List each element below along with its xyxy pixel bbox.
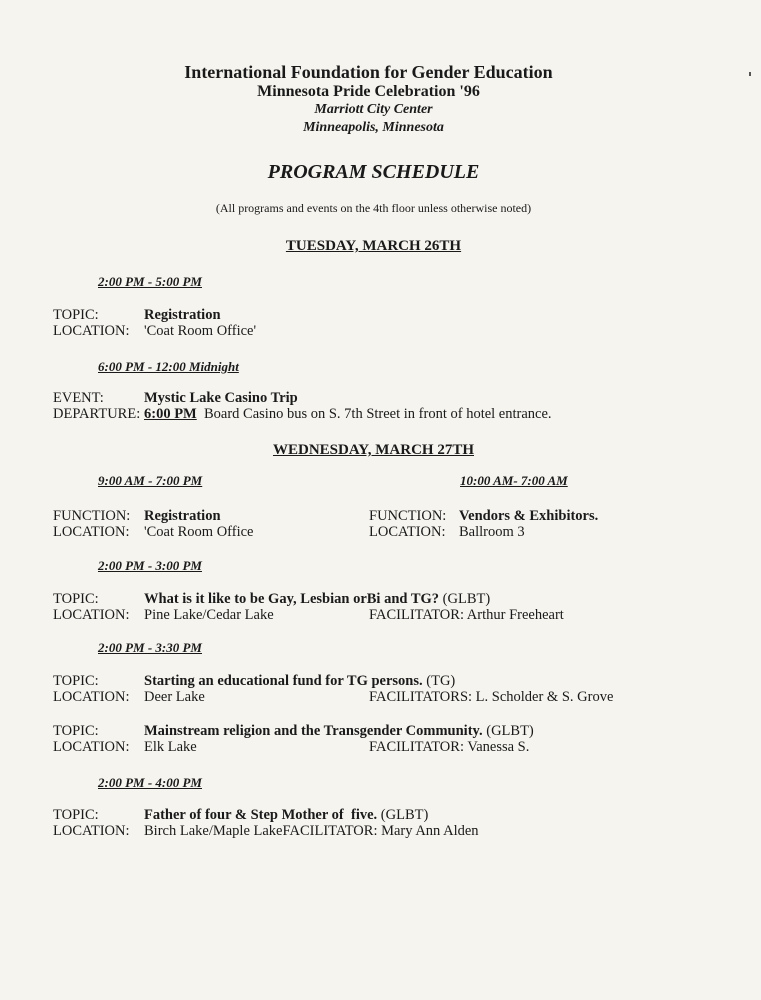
topic-title: Starting an educational fund for TG persons. — [144, 673, 423, 689]
departure-details: Board Casino bus on S. 7th Street in front of hotel entrance. — [204, 406, 552, 422]
location: Pine Lake/Cedar Lake — [144, 607, 274, 623]
location-and-facilitator — [144, 823, 479, 839]
time-slot: 10:00 AM- 7:00 AM — [460, 473, 568, 488]
org-title: International Foundation for Gender Education — [184, 62, 553, 82]
label: LOCATION: — [53, 823, 130, 839]
label: EVENT: — [53, 390, 104, 406]
label: LOCATION: — [369, 524, 446, 540]
page-title: PROGRAM SCHEDULE — [267, 161, 480, 183]
audience-tag: (GLBT) — [442, 591, 491, 607]
topic — [144, 591, 490, 607]
location: Ballroom 3 — [459, 524, 525, 540]
time-slot: 2:00 PM - 4:00 PM — [98, 775, 202, 790]
location: Birch Lake/Maple Lake — [144, 823, 283, 839]
topic-title: Father of four & Step Mother of five. — [144, 807, 378, 823]
label: LOCATION: — [53, 323, 130, 339]
label: TOPIC: — [53, 591, 99, 607]
event-title: Minnesota Pride Celebration '96 — [257, 83, 480, 100]
scan-mark — [749, 72, 751, 76]
audience-tag: (GLBT) — [380, 807, 429, 823]
label: FUNCTION: — [53, 508, 131, 524]
audience-tag: (TG) — [426, 673, 456, 689]
label: LOCATION: — [53, 524, 130, 540]
label: LOCATION: — [53, 689, 130, 705]
day-heading: TUESDAY, MARCH 26TH — [285, 238, 462, 254]
departure-time: 6:00 PM — [144, 406, 197, 422]
function: Vendors & Exhibitors. — [459, 508, 599, 524]
topic: Registration — [144, 307, 221, 323]
function: Registration — [144, 508, 221, 524]
event-name: Mystic Lake Casino Trip — [144, 390, 298, 406]
topic-title: Mainstream religion and the Transgender Community. — [144, 723, 483, 739]
label: TOPIC: — [53, 307, 99, 323]
topic — [144, 807, 428, 823]
city: Minneapolis, Minnesota — [303, 120, 444, 135]
topic-title: What is it like to be Gay, Lesbian orBi and TG? — [144, 591, 440, 607]
label: LOCATION: — [53, 739, 130, 755]
time-slot: 2:00 PM - 3:30 PM — [98, 640, 202, 655]
time-slot: 6:00 PM - 12:00 Midnight — [98, 359, 239, 374]
topic — [144, 723, 534, 739]
facilitator: FACILITATOR: Mary Ann Alden — [282, 823, 479, 839]
time-slot: 2:00 PM - 5:00 PM — [98, 274, 202, 289]
facilitator: FACILITATOR: Vanessa S. — [369, 739, 530, 755]
label: TOPIC: — [53, 723, 99, 739]
label: DEPARTURE: — [53, 406, 141, 422]
floor-note: (All programs and events on the 4th floor unless otherwise noted) — [215, 201, 532, 215]
time-slot: 9:00 AM - 7:00 PM — [98, 473, 203, 488]
label: LOCATION: — [53, 607, 130, 623]
label: TOPIC: — [53, 807, 99, 823]
label: TOPIC: — [53, 673, 99, 689]
venue: Marriott City Center — [314, 102, 433, 117]
audience-tag: (GLBT) — [486, 723, 534, 739]
facilitator: FACILITATORS: L. Scholder & S. Grove — [369, 689, 614, 705]
location: 'Coat Room Office — [144, 524, 254, 540]
facilitator: FACILITATOR: Arthur Freeheart — [369, 607, 564, 623]
location: 'Coat Room Office' — [144, 323, 257, 339]
topic — [144, 673, 455, 689]
time-slot: 2:00 PM - 3:00 PM — [98, 558, 202, 573]
departure — [144, 406, 552, 422]
day-heading: WEDNESDAY, MARCH 27TH — [272, 442, 474, 458]
location: Deer Lake — [144, 689, 205, 705]
label: FUNCTION: — [369, 508, 447, 524]
location: Elk Lake — [144, 739, 197, 755]
